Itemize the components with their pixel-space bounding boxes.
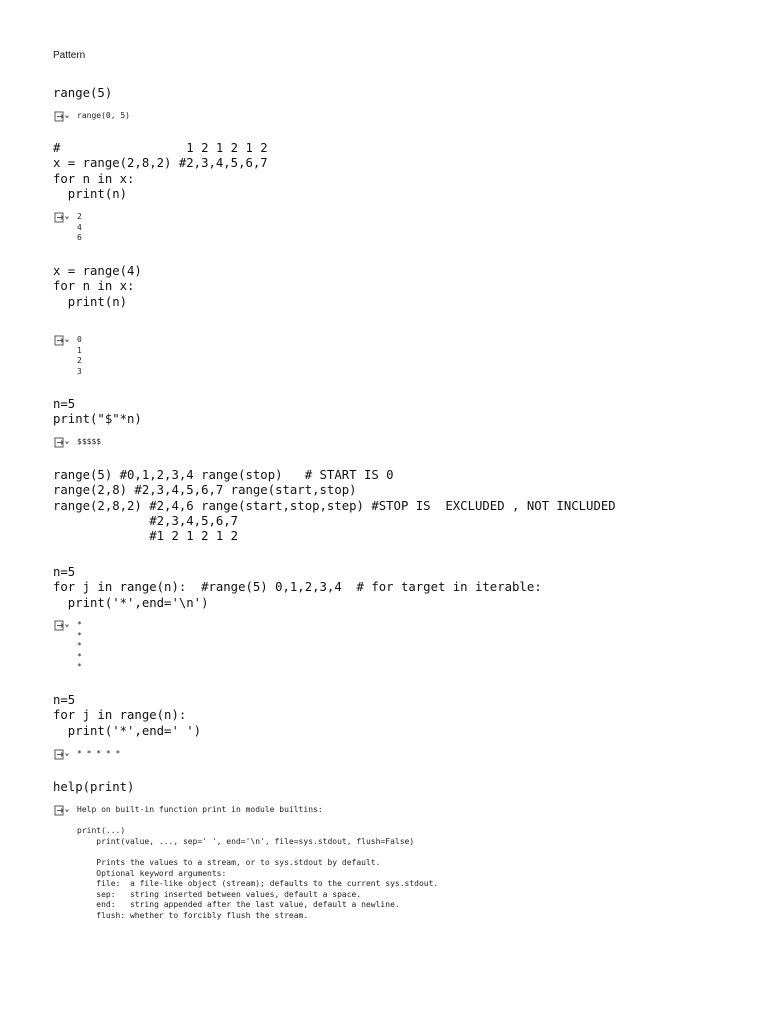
output-line xyxy=(77,816,438,827)
output-line: print(...) xyxy=(77,826,126,836)
code-line: for j in range(n): xyxy=(53,708,187,723)
output-line: 1 xyxy=(77,345,82,355)
code-line: print('*',end='\n') xyxy=(53,595,209,610)
code-line: print(n) xyxy=(53,294,128,309)
code-line: range(5) #0,1,2,3,4 range(stop) # START IS 0 xyxy=(53,468,394,482)
output-line: file: a file-like object (stream); defaults to the current sys.stdout. xyxy=(77,879,439,889)
output-toggle-icon[interactable] xyxy=(54,620,70,631)
output-line: sep: string inserted between values, default a space. xyxy=(77,889,362,899)
output-toggle-icon[interactable] xyxy=(54,212,70,223)
output-line: * xyxy=(77,651,82,661)
code-line: # 1 2 1 2 1 2 xyxy=(53,141,268,155)
output-toggle-icon[interactable] xyxy=(54,335,70,346)
output-line: Optional keyword arguments: xyxy=(77,868,227,878)
code-line: help(print) xyxy=(53,780,135,794)
page-heading: Pattern xyxy=(53,50,86,61)
code-line: range(2,8,2) #2,4,6 range(start,stop,step) #STOP IS EXCLUDED , NOT INCLUDED xyxy=(53,498,616,513)
output-line: 2 xyxy=(77,212,82,221)
code-line: #1 2 1 2 1 2 xyxy=(53,529,239,544)
code-line: x = range(4) xyxy=(53,264,142,278)
cell-output xyxy=(77,749,120,760)
code-line: print(n) xyxy=(53,186,128,201)
code-line: n=5 xyxy=(53,565,76,579)
output-line: 4 xyxy=(77,222,82,232)
code-line: x = range(2,8,2) #2,3,4,5,6,7 xyxy=(53,156,268,171)
output-line: 2 xyxy=(77,356,82,366)
code-line: range(5) xyxy=(53,86,113,100)
code-line: n=5 xyxy=(53,397,76,411)
cell-output xyxy=(77,620,82,673)
output-toggle-icon[interactable] xyxy=(54,437,70,448)
output-line: 3 xyxy=(77,366,82,376)
output-line: end: string appended after the last value, default a newline. xyxy=(77,900,400,910)
output-line: * xyxy=(77,662,82,672)
output-line: * xyxy=(77,641,82,651)
code-cell-range-step[interactable] xyxy=(53,141,268,202)
code-line: range(2,8) #2,3,4,5,6,7 range(start,stop) xyxy=(53,483,357,498)
code-line: print('*',end=' ') xyxy=(53,723,202,738)
code-cell-range-5[interactable] xyxy=(53,86,112,101)
output-line: Help on built-in function print in module builtins: xyxy=(77,805,323,814)
output-line: $$$$$ xyxy=(77,437,102,446)
code-cell-star-space[interactable] xyxy=(53,693,201,739)
cell-output xyxy=(77,111,130,122)
code-cell-help-print[interactable] xyxy=(53,780,134,795)
output-line: print(value, ..., sep=' ', end='\n', file=sys.stdout, flush=False) xyxy=(77,836,415,846)
output-toggle-icon[interactable] xyxy=(54,111,70,122)
code-line: print("$"*n) xyxy=(53,412,142,427)
output-line xyxy=(77,847,438,858)
code-cell-dollar[interactable] xyxy=(53,397,142,428)
output-toggle-icon[interactable] xyxy=(54,749,70,760)
output-line: Prints the values to a stream, or to sys.stdout by default. xyxy=(77,857,381,867)
cell-output xyxy=(77,335,82,377)
cell-output xyxy=(77,437,101,448)
output-line: 0 xyxy=(77,335,82,344)
output-line: range(0, 5) xyxy=(77,111,130,120)
output-line: 6 xyxy=(77,233,82,243)
code-line: for n in x: xyxy=(53,171,135,186)
cell-output xyxy=(77,212,82,244)
output-toggle-icon[interactable] xyxy=(54,805,70,816)
help-output xyxy=(77,805,438,922)
output-line: * xyxy=(77,620,82,629)
output-line: * * * * * xyxy=(77,749,121,758)
code-line: n=5 xyxy=(53,693,76,707)
code-line: #2,3,4,5,6,7 xyxy=(53,513,239,528)
code-line: for n in x: xyxy=(53,279,135,294)
code-cell-range-notes[interactable] xyxy=(53,468,616,544)
code-cell-range-4[interactable] xyxy=(53,264,142,310)
output-line: flush: whether to forcibly flush the stream. xyxy=(77,910,309,920)
code-line: for j in range(n): #range(5) 0,1,2,3,4 # for target in iterable: xyxy=(53,580,542,595)
output-line: * xyxy=(77,630,82,640)
code-cell-star-newline[interactable] xyxy=(53,565,542,611)
